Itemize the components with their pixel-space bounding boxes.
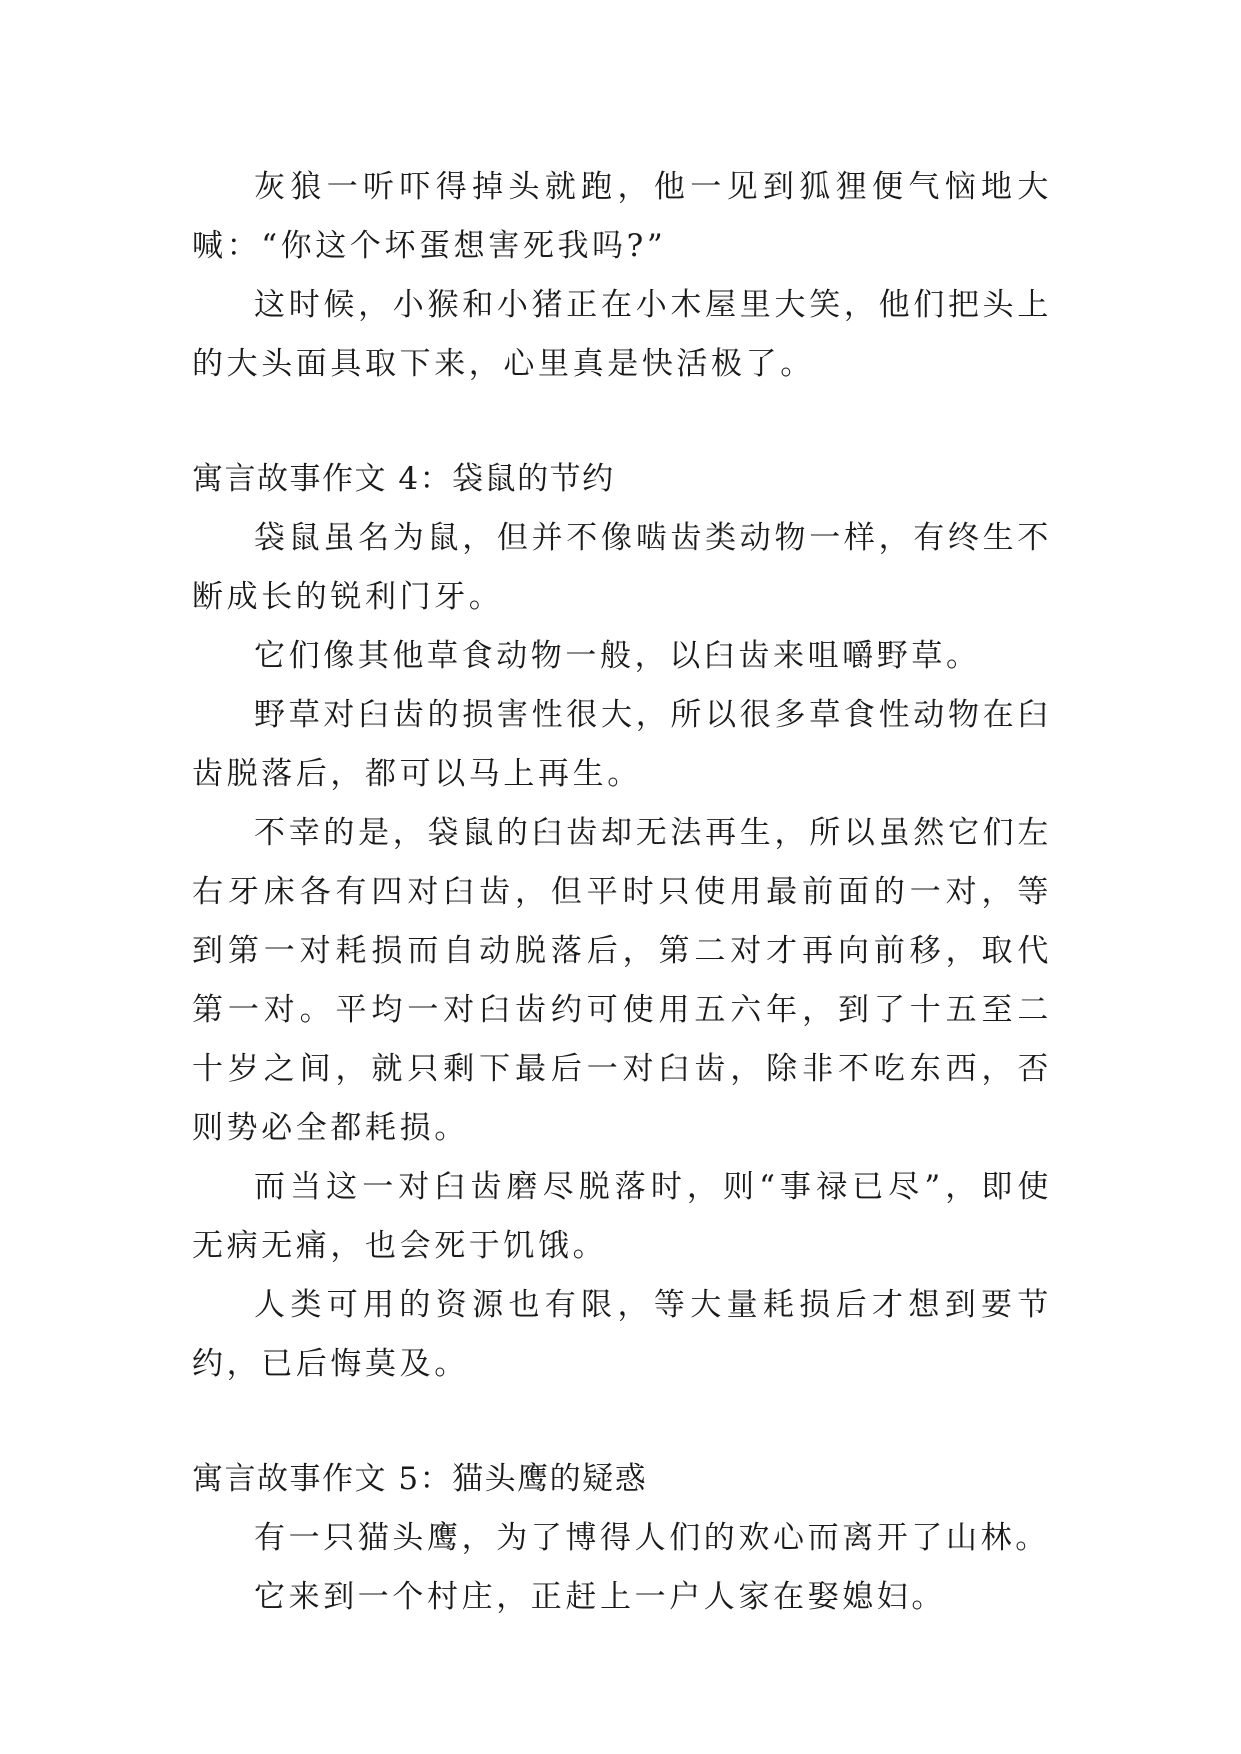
section-gap xyxy=(192,394,1052,450)
section-gap xyxy=(192,1394,1052,1450)
paragraph: 不幸的是，袋鼠的臼齿却无法再生，所以虽然它们左右牙床各有四对臼齿，但平时只使用最前面的一对，等到第一对耗损而自动脱落后，第二对才再向前移，取代第一对。平均一对臼齿约可使用五六年，到了十五至二十岁之间，就只剩下最后一对臼齿，除非不吃东西，否则势必全都耗损。 xyxy=(192,815,1052,1146)
section-heading: 寓言故事作文 5：猫头鹰的疑惑 xyxy=(192,1461,648,1497)
paragraph: 有一只猫头鹰，为了博得人们的欢心而离开了山林。 xyxy=(254,1520,1050,1556)
paragraph: 灰狼一听吓得掉头就跑，他一见到狐狸便气恼地大喊：“你这个坏蛋想害死我吗?” xyxy=(192,169,1052,264)
paragraph: 野草对臼齿的损害性很大，所以很多草食性动物在臼齿脱落后，都可以马上再生。 xyxy=(192,697,1052,792)
paragraph: 而当这一对臼齿磨尽脱落时，则“事禄已尽”，即使无病无痛，也会死于饥饿。 xyxy=(192,1169,1052,1264)
paragraph: 这时候，小猴和小猪正在小木屋里大笑，他们把头上的大头面具取下来，心里真是快活极了。 xyxy=(192,287,1052,382)
section-heading: 寓言故事作文 4：袋鼠的节约 xyxy=(192,461,615,497)
document-body xyxy=(192,158,1052,1627)
paragraph: 袋鼠虽名为鼠，但并不像啮齿类动物一样，有终生不断成长的锐利门牙。 xyxy=(192,520,1052,615)
paragraph: 它来到一个村庄，正赶上一户人家在娶媳妇。 xyxy=(254,1579,946,1615)
paragraph: 人类可用的资源也有限，等大量耗损后才想到要节约，已后悔莫及。 xyxy=(192,1287,1052,1382)
paragraph: 它们像其他草食动物一般，以臼齿来咀嚼野草。 xyxy=(254,638,981,674)
